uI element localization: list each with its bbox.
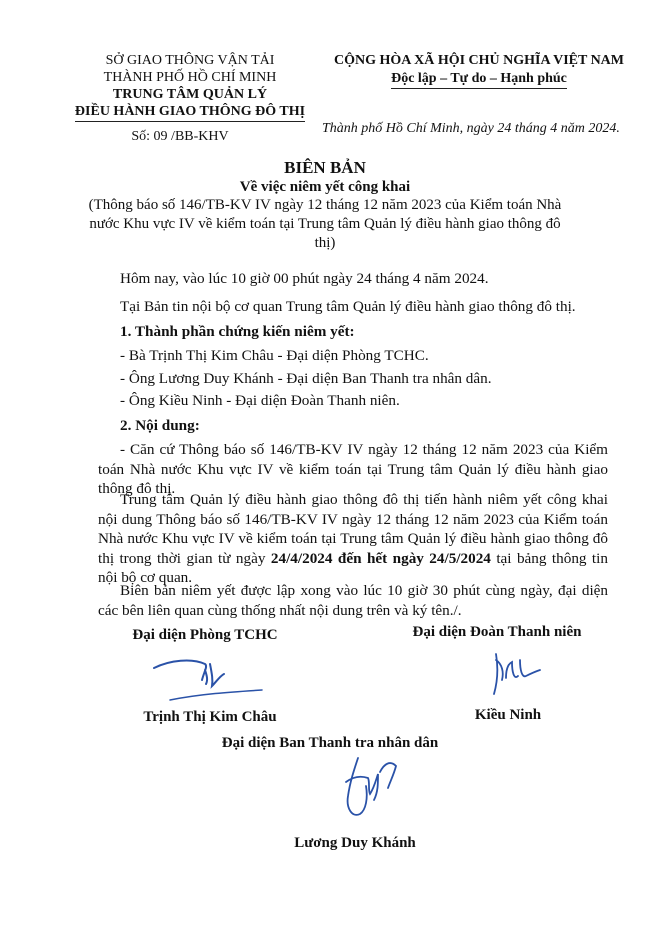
national-title: CỘNG HÒA XÃ HỘI CHỦ NGHĨA VIỆT NAM	[333, 53, 624, 68]
doc-number: Số: 09 /BB-KHV	[131, 129, 229, 144]
issuer-center: TRUNG TÂM QUẢN LÝ	[112, 87, 268, 102]
signature-right-image	[478, 650, 548, 710]
signer-right-name: Kiều Ninh	[474, 707, 542, 723]
signature-left-image	[150, 650, 270, 710]
issuer-center-2: ĐIỀU HÀNH GIAO THÔNG ĐÔ THỊ	[70, 103, 310, 122]
issuer-block	[70, 52, 310, 122]
issuer-city: THÀNH PHỐ HỒ CHÍ MINH	[103, 70, 277, 85]
section-1-heading: 1. Thành phần chứng kiến niêm yết:	[120, 323, 355, 340]
place-date: Thành phố Hồ Chí Minh, ngày 24 tháng 4 năm 2024.	[322, 121, 620, 136]
paragraph-time: Hôm nay, vào lúc 10 giờ 00 phút ngày 24 tháng 4 năm 2024.	[120, 270, 489, 287]
content-closing: Biên bản niêm yết được lập xong vào lúc 10 giờ 30 phút cùng ngày, đại diện các bên liên quan cùng thống nhất nội dung trên và ký tên./.	[98, 582, 608, 619]
signer-right-title: Đại diện Đoàn Thanh niên	[412, 624, 582, 640]
signer-bottom-title: Đại diện Ban Thanh tra nhân dân	[221, 735, 439, 751]
paragraph-place: Tại Bản tin nội bộ cơ quan Trung tâm Quản lý điều hành giao thông đô thị.	[120, 298, 576, 315]
signer-left-name: Trịnh Thị Kim Châu	[143, 709, 277, 725]
content-basis: - Căn cứ Thông báo số 146/TB-KV IV ngày 12 tháng 12 năm 2023 của Kiểm toán Nhà nước Khu vực IV về kiểm toán tại Trung tâm Quản lý điều hành giao thông đô thị.	[98, 441, 608, 497]
signer-left-title: Đại diện Phòng TCHC	[132, 627, 278, 643]
issuer-ministry: SỞ GIAO THÔNG VẬN TẢI	[105, 53, 275, 68]
doc-description: (Thông báo số 146/TB-KV IV ngày 12 tháng 12 năm 2023 của Kiểm toán Nhà nước Khu vực IV về kiểm toán tại Trung tâm Quản lý điều hành giao thông đô thị)	[88, 197, 562, 251]
doc-subtitle: Về việc niêm yết công khai	[239, 179, 411, 195]
doc-title: BIÊN BẢN	[284, 158, 366, 177]
signer-bottom-name: Lương Duy Khánh	[294, 835, 416, 851]
signature-bottom-image	[318, 752, 418, 832]
national-motto: Độc lập – Tự do – Hạnh phúc	[318, 70, 640, 89]
witness-item: - Bà Trịnh Thị Kim Châu - Đại diện Phòng TCHC.	[120, 347, 429, 364]
section-2-heading: 2. Nội dung:	[120, 417, 200, 434]
content-posting: Trung tâm Quản lý điều hành giao thông đô thị tiến hành niêm yết công khai nội dung Thông báo số 146/TB-KV IV ngày 12 tháng 12 năm 2023 của Kiểm toán Nhà nước Khu vực IV về kiểm toán tại Trung tâm Quản lý điều hành giao thông đô thị trong thời gian từ ngày 24/4/2024 đến hết ngày 24/5/2024 tại bảng thông tin nội bộ cơ quan.	[98, 491, 608, 586]
witness-item: - Ông Kiều Ninh - Đại diện Đoàn Thanh niên.	[120, 392, 400, 409]
witness-item: - Ông Lương Duy Khánh - Đại diện Ban Thanh tra nhân dân.	[120, 370, 492, 387]
